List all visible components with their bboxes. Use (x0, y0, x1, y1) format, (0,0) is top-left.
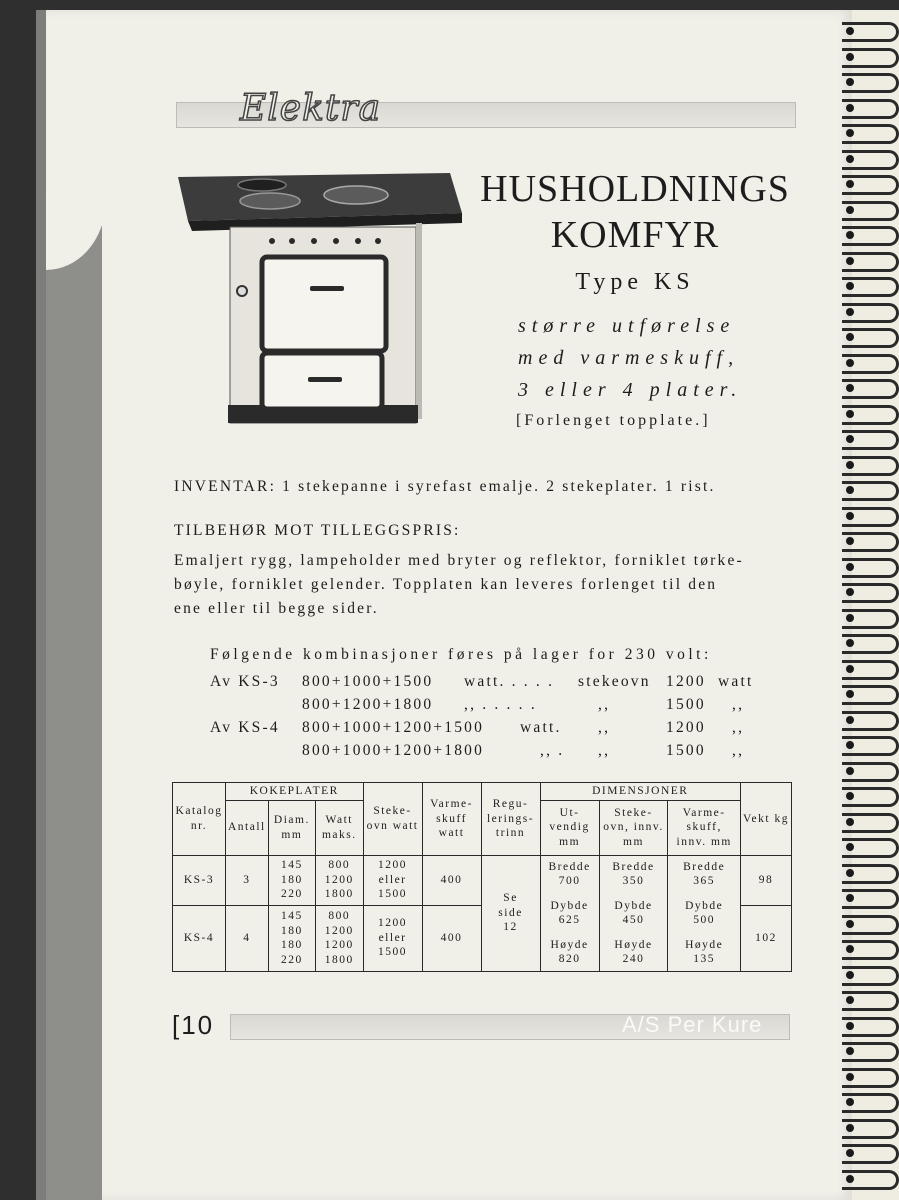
inventar-label: INVENTAR: (174, 478, 277, 495)
punch-hole (846, 1047, 854, 1055)
punch-hole (846, 486, 854, 494)
cell-watt (315, 855, 363, 905)
header-stekeovn: Steke- ovn watt (363, 783, 422, 856)
stekeovn-value: 1200 (378, 917, 408, 930)
tilbehor-line-2: bøyle, forniklet gelender. Topplaten kan leveres forlenget til den (174, 576, 718, 593)
punch-hole (846, 1175, 854, 1183)
feature-line-3: 3 eller 4 plater. (518, 379, 743, 401)
tilbehor-line-3: ene eller til begge sider. (174, 600, 379, 617)
cell-utvendig (540, 855, 599, 971)
punch-hole (846, 971, 854, 979)
combo-row-1-oven-unit: watt (718, 673, 754, 690)
punch-hole (846, 512, 854, 520)
note: [Forlenget topplate.] (516, 412, 711, 429)
cell-stekeovn (363, 855, 422, 905)
inventar-text: 1 stekepanne i syrefast emalje. 2 stekeplater. 1 rist. (282, 478, 716, 495)
cell-antall: 4 (226, 905, 269, 971)
punch-hole (846, 180, 854, 188)
divider-tab (46, 190, 102, 1200)
title-line-1: HUSHOLDNINGS (480, 168, 790, 210)
inventar-line (174, 478, 716, 496)
stove-image (170, 165, 470, 430)
punch-hole (846, 945, 854, 953)
punch-hole (846, 359, 854, 367)
punch-hole (846, 716, 854, 724)
stekeovn-value: 1500 (378, 946, 408, 959)
cell-diam (268, 855, 315, 905)
punch-hole (846, 308, 854, 316)
punch-hole (846, 104, 854, 112)
watt-value: 1800 (324, 888, 354, 901)
feature-line-2: med varmeskuff, (518, 347, 740, 369)
punch-hole (846, 129, 854, 137)
combo-row-2-plates: 800+1200+1800 (302, 696, 434, 713)
dim-value: 700 (558, 875, 581, 887)
punch-hole (846, 894, 854, 902)
title-line-2: KOMFYR (550, 214, 720, 256)
dim-value: 240 (622, 953, 645, 965)
watt-value: 800 (328, 859, 351, 872)
dim-label: Bredde (548, 860, 591, 873)
cell-vekt: 102 (741, 905, 792, 971)
combo-row-1-oven: 1200 (666, 673, 706, 690)
dim-label: Bredde (683, 860, 726, 873)
watt-value: 800 (328, 910, 351, 923)
table-header-row (173, 783, 792, 801)
punch-hole (846, 639, 854, 647)
cell-stekeovn-innv (599, 855, 668, 971)
punch-hole (846, 1149, 854, 1157)
cell-antall: 3 (226, 855, 269, 905)
watt-value: 1200 (324, 873, 354, 886)
dim-value: 350 (622, 875, 645, 887)
brand-logo: Elektra (240, 88, 382, 129)
cell-varmeskuff: 400 (422, 855, 481, 905)
punch-hole (846, 741, 854, 749)
stekeovn-value: eller (378, 873, 407, 886)
cell-varmeskuff-innv (668, 855, 741, 971)
spec-table (172, 782, 792, 972)
header-varmeskuff: Varme- skuff watt (422, 783, 481, 856)
combo-row-3-oven: 1200 (666, 719, 706, 736)
combo-row-2-unit: ,, . . . . . (464, 696, 537, 713)
punch-hole (846, 996, 854, 1004)
combo-row-3-unit: watt. (520, 719, 562, 736)
header-regulering: Regu- lerings- trinn (481, 783, 540, 856)
punch-hole (846, 563, 854, 571)
cell-stekeovn (363, 905, 422, 971)
punch-hole (846, 231, 854, 239)
dim-label: Dybde (614, 899, 653, 912)
punch-hole (846, 869, 854, 877)
watt-value: 1200 (324, 939, 354, 952)
punch-hole (846, 410, 854, 418)
dim-label: Dybde (550, 899, 589, 912)
diam-value: 220 (280, 888, 303, 901)
punch-hole (846, 257, 854, 265)
stekeovn-value: 1500 (378, 888, 408, 901)
punch-hole (846, 155, 854, 163)
combo-row-3-model: Av KS-4 (210, 719, 280, 736)
feature-line-1: større utførelse (518, 315, 736, 337)
punch-hole (846, 818, 854, 826)
header-dimensjoner: DIMENSJONER (540, 783, 740, 801)
combo-row-3-oven-unit: ,, (732, 719, 745, 736)
combos-intro: Følgende kombinasjoner føres på lager for 230 volt: (210, 646, 712, 663)
stekeovn-value: 1200 (378, 859, 408, 872)
combo-row-1-plates: 800+1000+1500 (302, 673, 434, 690)
punch-hole (846, 27, 854, 35)
cell-katalog: KS-3 (173, 855, 226, 905)
cell-diam (268, 905, 315, 971)
combo-row-4-oven: 1500 (666, 742, 706, 759)
cell-vekt: 98 (741, 855, 792, 905)
diam-value: 180 (280, 873, 303, 886)
header-varmeskuff-innv: Varme- skuff, innv. mm (668, 800, 741, 855)
combo-row-4-plates: 800+1000+1200+1800 (302, 742, 485, 759)
header-diam: Diam. mm (268, 800, 315, 855)
tilbehor-line-1: Emaljert rygg, lampeholder med bryter og reflektor, forniklet tørke- (174, 552, 744, 569)
combo-row-4-oven-unit: ,, (732, 742, 745, 759)
punch-hole (846, 384, 854, 392)
diam-value: 220 (280, 953, 303, 966)
dim-label: Dybde (685, 899, 724, 912)
diam-value: 180 (280, 924, 303, 937)
watt-value: 1200 (324, 924, 354, 937)
combo-row-1-unit: watt. . . . . (464, 673, 555, 690)
diam-value: 145 (280, 910, 303, 923)
punch-hole (846, 333, 854, 341)
diam-value: 145 (280, 859, 303, 872)
type-label: Type KS (575, 269, 695, 295)
punch-hole (846, 614, 854, 622)
combo-row-2-oven-unit: ,, (732, 696, 745, 713)
cell-katalog: KS-4 (173, 905, 226, 971)
punch-hole (846, 78, 854, 86)
punch-hole (846, 792, 854, 800)
combo-row-1-model: Av KS-3 (210, 673, 280, 690)
dim-value: 135 (693, 953, 716, 965)
punch-hole (846, 1022, 854, 1030)
dim-value: 625 (558, 914, 581, 926)
punch-hole (846, 690, 854, 698)
header-antall: Antall (226, 800, 269, 855)
dim-value: 500 (693, 914, 716, 926)
header-vekt: Vekt kg (741, 783, 792, 856)
dim-value: 365 (693, 875, 716, 887)
cell-varmeskuff: 400 (422, 905, 481, 971)
punch-hole (846, 920, 854, 928)
header-stekeovn-innv: Steke- ovn, innv. mm (599, 800, 668, 855)
regulering-text: side (498, 906, 523, 919)
dim-label: Høyde (550, 938, 589, 951)
page-number: [10 (172, 1010, 215, 1040)
header-kokeplater: KOKEPLATER (226, 783, 364, 801)
cell-watt (315, 905, 363, 971)
punch-hole (846, 588, 854, 596)
dim-label: Høyde (685, 938, 724, 951)
header-watt: Watt maks. (315, 800, 363, 855)
punch-hole (846, 435, 854, 443)
punch-hole (846, 767, 854, 775)
dim-value: 450 (622, 914, 645, 926)
dim-label: Høyde (614, 938, 653, 951)
cell-regulering (481, 855, 540, 971)
header-utvendig: Ut- vendig mm (540, 800, 599, 855)
stekeovn-value: eller (378, 931, 407, 944)
punch-hole (846, 1073, 854, 1081)
table-row (173, 855, 792, 905)
punch-hole (846, 53, 854, 61)
punch-hole (846, 206, 854, 214)
combo-row-3-plates: 800+1000+1200+1500 (302, 719, 485, 736)
combo-row-1-oven-label: stekeovn (578, 673, 651, 690)
punch-hole (846, 843, 854, 851)
punch-hole (846, 665, 854, 673)
watt-value: 1800 (324, 953, 354, 966)
punch-hole (846, 537, 854, 545)
regulering-text: 12 (503, 921, 518, 934)
header-katalog: Katalog nr. (173, 783, 226, 856)
punch-hole (846, 461, 854, 469)
tilbehor-heading: TILBEHØR MOT TILLEGGSPRIS: (174, 522, 461, 539)
diam-value: 180 (280, 939, 303, 952)
combo-row-4-unit: ,, . (540, 742, 565, 759)
combo-row-3-oven-label: ,, (598, 719, 611, 736)
dim-label: Bredde (612, 860, 655, 873)
combo-row-4-oven-label: ,, (598, 742, 611, 759)
footer-brand: A/S Per Kure (622, 1012, 763, 1037)
dim-value: 820 (558, 953, 581, 965)
punch-hole (846, 1124, 854, 1132)
combo-row-2-oven-label: ,, (598, 696, 611, 713)
regulering-text: Se (503, 892, 518, 905)
punch-hole (846, 1098, 854, 1106)
combo-row-2-oven: 1500 (666, 696, 706, 713)
punch-hole (846, 282, 854, 290)
